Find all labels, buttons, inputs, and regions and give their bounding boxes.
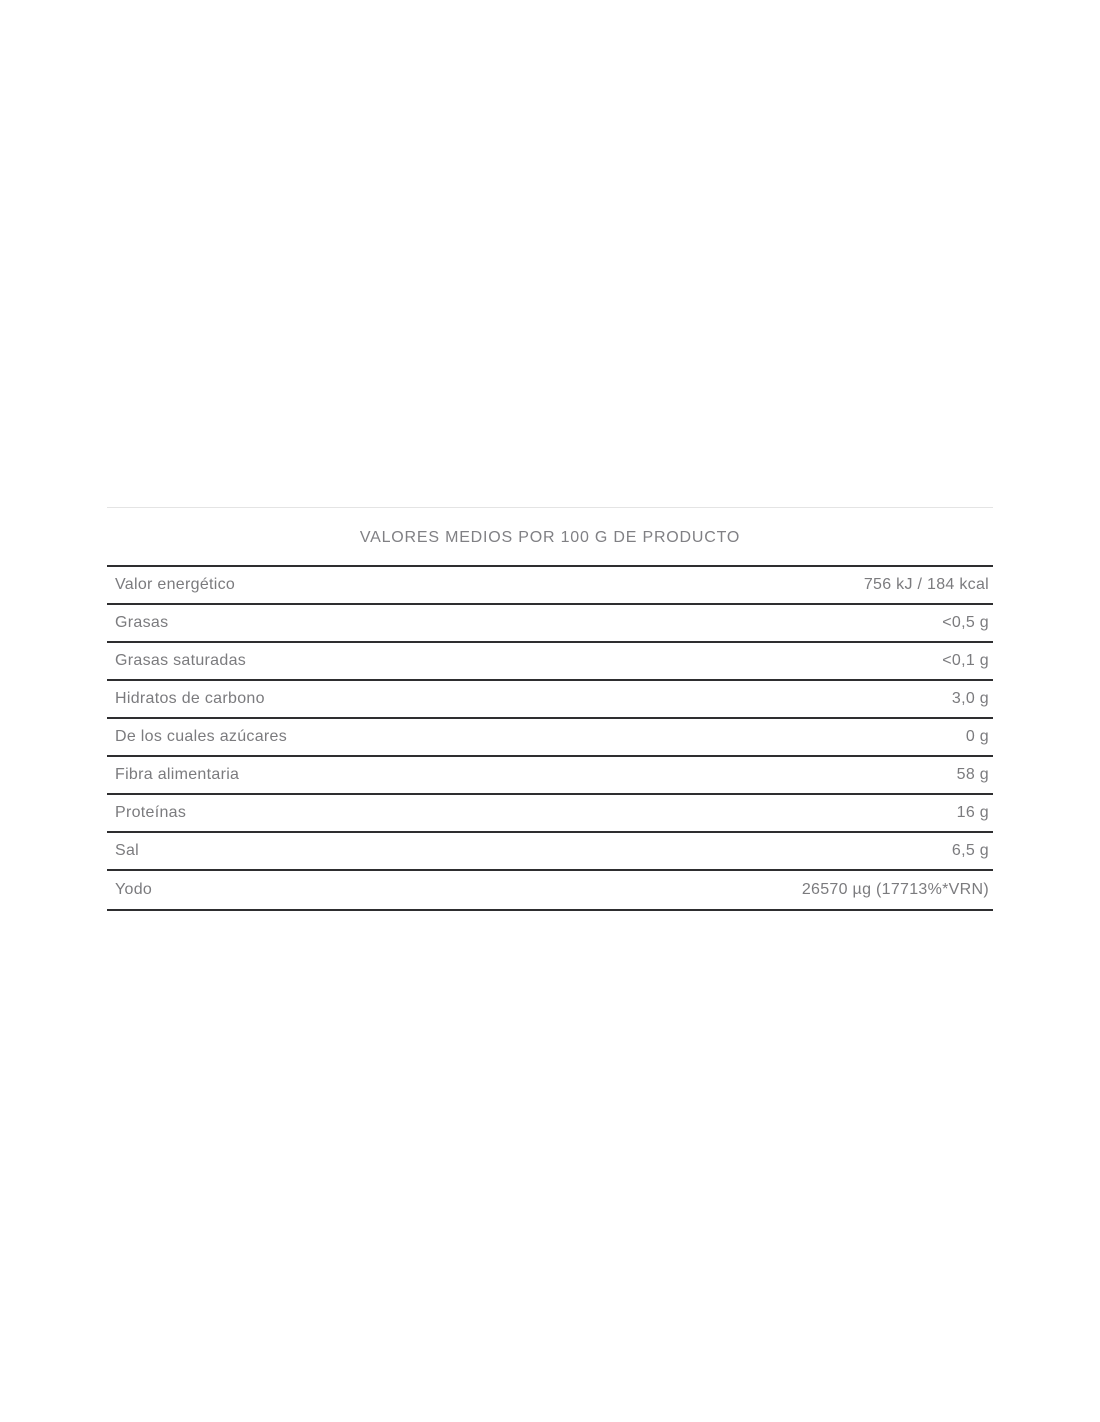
- row-value: 756 kJ / 184 kcal: [863, 576, 989, 593]
- table-row: [107, 755, 993, 793]
- row-label: Yodo: [115, 881, 153, 898]
- row-value: <0,1 g: [942, 652, 989, 669]
- row-label: Fibra alimentaria: [115, 766, 240, 783]
- row-value: 3,0 g: [951, 690, 989, 707]
- row-label: De los cuales azúcares: [115, 728, 288, 745]
- row-label: Valor energético: [115, 576, 236, 593]
- table-row: [107, 565, 993, 603]
- row-value: 26570 µg (17713%*VRN): [801, 881, 989, 898]
- row-label: Hidratos de carbono: [115, 690, 265, 707]
- row-value: <0,5 g: [942, 614, 989, 631]
- row-value: 6,5 g: [951, 842, 989, 859]
- nutrition-table: [107, 565, 993, 911]
- row-value: 16 g: [956, 804, 989, 821]
- row-value: 0 g: [965, 728, 989, 745]
- row-label: Grasas: [115, 614, 169, 631]
- table-row: [107, 641, 993, 679]
- table-row: [107, 793, 993, 831]
- table-row: [107, 717, 993, 755]
- table-row: [107, 869, 993, 909]
- table-row: [107, 679, 993, 717]
- table-row: [107, 831, 993, 869]
- row-value: 58 g: [956, 766, 989, 783]
- nutrition-section: [107, 507, 993, 911]
- table-row: [107, 603, 993, 641]
- row-label: Sal: [115, 842, 140, 859]
- nutrition-table-title: VALORES MEDIOS POR 100 G DE PRODUCTO: [359, 529, 741, 546]
- row-label: Proteínas: [115, 804, 187, 821]
- row-label: Grasas saturadas: [115, 652, 247, 669]
